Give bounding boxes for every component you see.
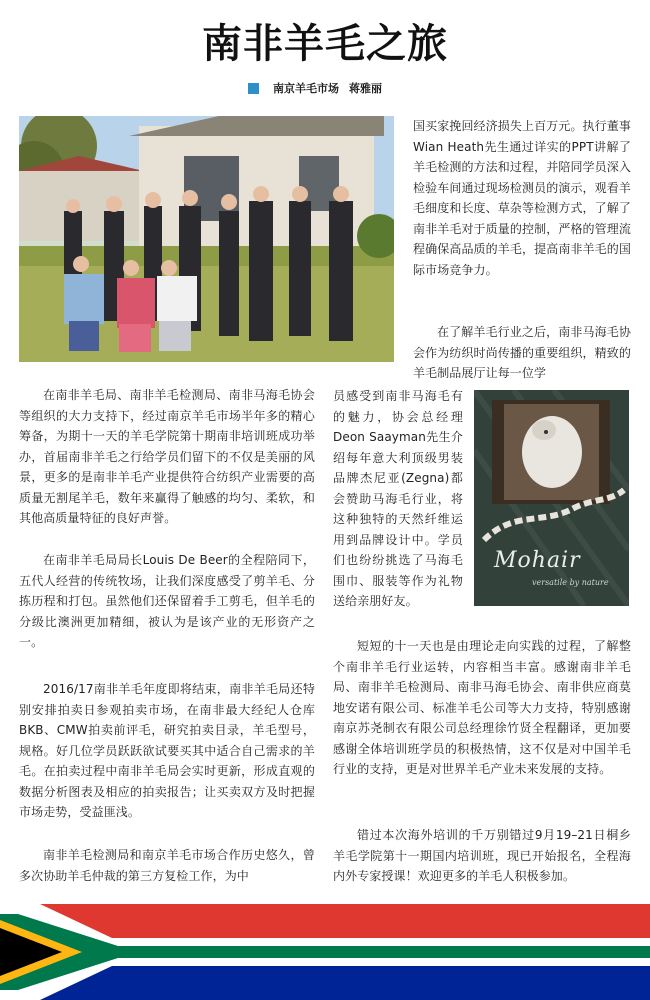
product-tagline-text: versatile by nature (532, 578, 609, 587)
article-right-p4: 错过本次海外培训的千万别错过9月19–21日桐乡羊毛学院第十一期国内培训班，现已开始报名，全程海内外专家授课！欢迎更多的羊毛人积极参加。 (333, 828, 631, 883)
byline-square-icon (248, 83, 259, 94)
article-right-top: 国买家挽回经济损失上百万元。执行董事Wian Heath先生通过详实的PPT讲解了羊毛检测的方法和过程，并陪同学员深入检验车间通过现场检测员的演示，观看羊毛细度和长度、草杂等检测方式，了解了南非羊毛对于质量的控制，严格的管理流程确保高品质的羊毛，提高南非羊毛的国际市场竞争力。 (413, 119, 631, 277)
article-right-mid-b: 员感受到南非马海毛有的魅力，协会总经理Deon Saayman先生介绍每年意大利顶级男装品牌杰尼亚(Zegna)都会赞助马海毛行业，将这种独特的天然纤维运用到品牌设计中。学员们也纷纷挑选了马海毛围巾、服装等作为礼物送给亲朋好友。 (333, 389, 463, 608)
article-left-p1: 在南非羊毛局、南非羊毛检测局、南非马海毛协会等组织的大力支持下，经过南京羊毛市场半年多的精心筹备，为期十一天的羊毛学院第十期南非培训班成功举办，首届南非羊毛之行给学员们留下的不仅是美丽的风景，更多的是南非羊毛产业提供符合纺织产业需要的高质量无割尾羊毛，数年来赢得了触感的均匀、柔软，和其他高质量特征的良好声誉。 (19, 388, 315, 525)
article-left-p3: 2016/17南非羊毛年度即将结束，南非羊毛局还特别安排拍卖日参观拍卖市场，在南非最大经纪人仓库BKB、CMW拍卖前评毛，研究拍卖目录，羊毛型号，规格。好几位学员跃跃欲试要买其中适合自己需求的羊毛。在拍卖过程中南非羊毛局会实时更新，形成直观的数据分析图表及相应的拍卖报告；让买卖双方及时把握市场走势，受益匪浅。 (19, 682, 315, 819)
article-left-p2: 在南非羊毛局局长Louis De Beer的全程陪同下，五代人经营的传统牧场，让我们深度感受了剪羊毛、分拣历程和打包。虽然他们还保留着手工剪毛，但羊毛的分级比澳洲更加精细，被认为是该产业的无形资产之一。 (19, 553, 315, 649)
group-photo (19, 116, 394, 362)
article-right-p3: 短短的十一天也是由理论走向实践的过程，了解整个南非羊毛行业运转，内容相当丰富。感谢南非羊毛局、南非羊毛检测局、南非马海毛协会、南非供应商莫地安诺有限公司、标准羊毛公司等大力支持，特别感谢南京苏尧制衣有限公司总经理徐竹贤全程翻译，更加要感谢全体培训班学员的积极热情，这不仅是对中国羊毛行业的支持，更是对世界羊毛产业未来发展的支持。 (333, 639, 631, 776)
south-africa-flag-image (0, 904, 650, 1000)
byline-author: 蒋雅丽 (349, 82, 382, 95)
byline (248, 80, 382, 96)
page-title: 南非羊毛之旅 (202, 20, 448, 67)
product-brand-text: Mohair (494, 548, 581, 573)
article-right-mid-a: 在了解羊毛行业之后，南非马海毛协会作为纺织时尚传播的重要组织，精致的羊毛制品展厅让每一位学 (413, 325, 631, 380)
article-left-p4: 南非羊毛检测局和南京羊毛市场合作历史悠久，曾多次协助羊毛仲裁的第三方复检工作，为中 (19, 848, 315, 883)
byline-organization: 南京羊毛市场 (273, 82, 339, 95)
mohair-product-photo (474, 390, 629, 606)
